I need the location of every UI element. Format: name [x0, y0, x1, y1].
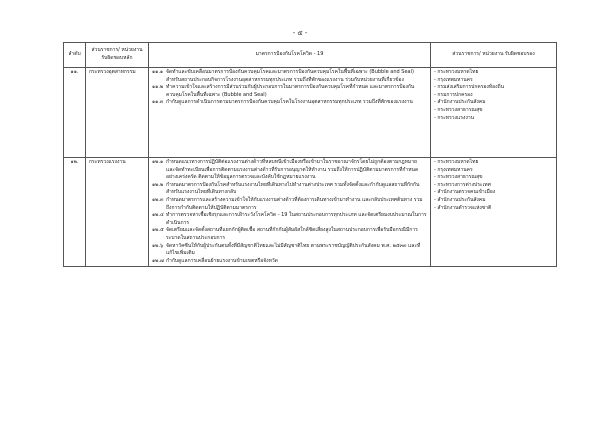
measure-item — [152, 159, 427, 182]
measure-text: กำหนดมาตรการป้องกันโรคสำหรับแรงงานไทยที่เดินทางไปทำงานต่างประเทศ รวมทั้งจัดตั้งและกำกับดูแลสถานที่กักกันสำหรับแรงงานไทยที่เดินทางกลับ — [166, 181, 420, 196]
measure-number: ๑๒.๒ — [152, 181, 164, 188]
support-agency: - กรุงเทพมหานคร — [434, 76, 473, 83]
measure-number: ๑๒.๖ — [152, 242, 164, 249]
header-measures: มาตรการป้องกันโรคโควิด - 19 — [149, 43, 431, 68]
measure-number: ๑๒.๑ — [152, 159, 164, 165]
lead-agency: กระทรวงอุตสาหกรรม — [86, 68, 149, 158]
measure-item — [152, 99, 427, 107]
measure-number: ๑๑.๑ — [152, 69, 164, 75]
support-agency: - กระทรวงมหาดไทย — [434, 69, 479, 75]
measure-number: ๑๑.๒ — [152, 84, 164, 91]
measure-item — [152, 243, 427, 258]
support-agency: - กระทรวงการต่างประเทศ — [434, 181, 491, 188]
measure-text: กำกับดูแลการเคลื่อนย้ายแรงงานข้ามเขตหรือจังหวัด — [166, 257, 278, 264]
measures-cell — [149, 158, 431, 267]
support-agency: - กรุงเทพมหานคร — [434, 166, 473, 173]
support-agency: - สำนักงานประกันสังคม — [434, 196, 486, 203]
support-agency: - สำนักงานตำรวจแห่งชาติ — [434, 204, 492, 211]
measure-item — [152, 69, 427, 84]
header-support-agency: ส่วนราชการ/ หน่วยงาน รับผิดชอบรอง — [431, 43, 557, 68]
support-agency: - กระทรวงมหาดไทย — [434, 159, 479, 165]
support-agency: - กระทรวงแรงงาน — [434, 114, 475, 121]
measures-table — [63, 42, 557, 267]
support-agency: - กรมการปกครอง — [434, 91, 473, 98]
measure-item — [152, 227, 427, 242]
measure-text: ทำการตรวจหาเชื้อเชิงรุกและการเฝ้าระวังโรคโควิด - 19 ในสถานประกอบการทุกประเภท และจัดเตรียมงบประมาณในการดำเนินการ — [166, 212, 427, 226]
measure-number: ๑๑.๓ — [152, 99, 164, 106]
measure-number: ๑๒.๗ — [152, 257, 164, 264]
measure-text: จัดเตรียมและจัดตั้งสถานที่แยกกักผู้ติดเชื้อ สถานที่กักกันผู้สัมผัสใกล้ชิดเสี่ยงสูงในสถานประกอบการเพื่อรับมือกรณีมีการระบาดในสถานประกอบการ — [166, 227, 418, 241]
table-header-row — [64, 43, 557, 68]
support-agency-cell — [431, 68, 557, 158]
measure-item — [152, 258, 427, 266]
measure-number: ๑๒.๕ — [152, 227, 164, 234]
header-lead-agency: ส่วนราชการ/ หน่วยงาน รับผิดชอบหลัก — [86, 43, 149, 68]
row-number: ๑๑. — [64, 68, 86, 158]
support-agency: - กระทรวงสาธารณสุข — [434, 106, 483, 113]
header-no: ลำดับ — [64, 43, 86, 68]
row-number: ๑๒. — [64, 158, 86, 267]
measures-cell — [149, 68, 431, 158]
support-agency: - สำนักงานตรวจคนเข้าเมือง — [434, 189, 496, 196]
table-row — [64, 68, 557, 158]
measure-text: กำกับดูแลการดำเนินการตามมาตรการป้องกันควบคุมโรคในโรงงานอุตสาหกรรมทุกประเภท รวมถึงที่พักของแรงงาน — [166, 99, 413, 106]
measure-text: จัดหาวัคซีนให้กับผู้ประกันตนทั้งที่มีสัญชาติไทยและไม่มีสัญชาติไทย ตามพระราชบัญญัติประกันสังคม พ.ศ. ๒๕๓๓ และที่แก้ไขเพิ่มเติม — [166, 242, 421, 257]
measure-text: ทำความเข้าใจและสร้างการมีส่วนร่วมกับผู้ประกอบการในมาตรการป้องกันควบคุมโรคที่กำหนด และมาตรการป้องกันควบคุมโรคในพื้นที่เฉพาะ (Bubble and Seal) — [166, 84, 415, 98]
table-row — [64, 158, 557, 267]
support-agency: - กรมส่งเสริมการปกครองท้องถิ่น — [434, 84, 505, 91]
support-agency: - สำนักงานประกันสังคม — [434, 99, 486, 106]
measure-item — [152, 182, 427, 197]
measure-item — [152, 84, 427, 99]
support-agency: - กระทรวงสาธารณสุข — [434, 174, 483, 181]
support-agency-cell — [431, 158, 557, 267]
measure-number: ๑๒.๔ — [152, 212, 164, 219]
measure-item — [152, 197, 427, 212]
measure-item — [152, 212, 427, 227]
measure-text: กำหนดแนวทางการปฏิบัติต่อแรงงานต่างด้าวที่หลบหนีเข้าเมืองหรือเข้ามาในราชอาณาจักรโดยไม่ถูกต้องตามกฎหมาย และจัดทำทะเบียนเพื่อการติดตามแรงงานต่างด้าวที่รับการอนุญาตให้ทำงาน รวมถึงให้การปฏิบัติตามมาตรการที่กำหนดอย่างเคร่งครัด ติดตามให้ข้อมูลการตรวจและบังคับใช้กฎหมายแรงงาน — [166, 159, 419, 181]
measure-text: กำหนดมาตรการและสร้างความเข้าใจให้กับแรงงานต่างด้าวที่ต้องการเดินทางเข้ามาทำงาน และกลับประเทศต้นทาง รวมถึงการกำกับติดตามให้ปฏิบัติตามมาตรการ — [166, 196, 423, 211]
measure-number: ๑๒.๓ — [152, 196, 164, 203]
measure-text: จัดทำและขับเคลื่อนมาตรการป้องกันควบคุมโรคและมาตรการป้องกันควบคุมโรคในพื้นที่เฉพาะ (Bubble and Seal) สำหรับสถานประกอบกิจการโรงงานอุตสาหกรรมทุกประเภท รวมถึงที่พักของแรงงาน ร่วมกับหน่วยงานที่เกี่ยวข้อง — [166, 69, 414, 83]
lead-agency: กระทรวงแรงงาน — [86, 158, 149, 267]
page-number: - ๕ - — [292, 29, 308, 37]
